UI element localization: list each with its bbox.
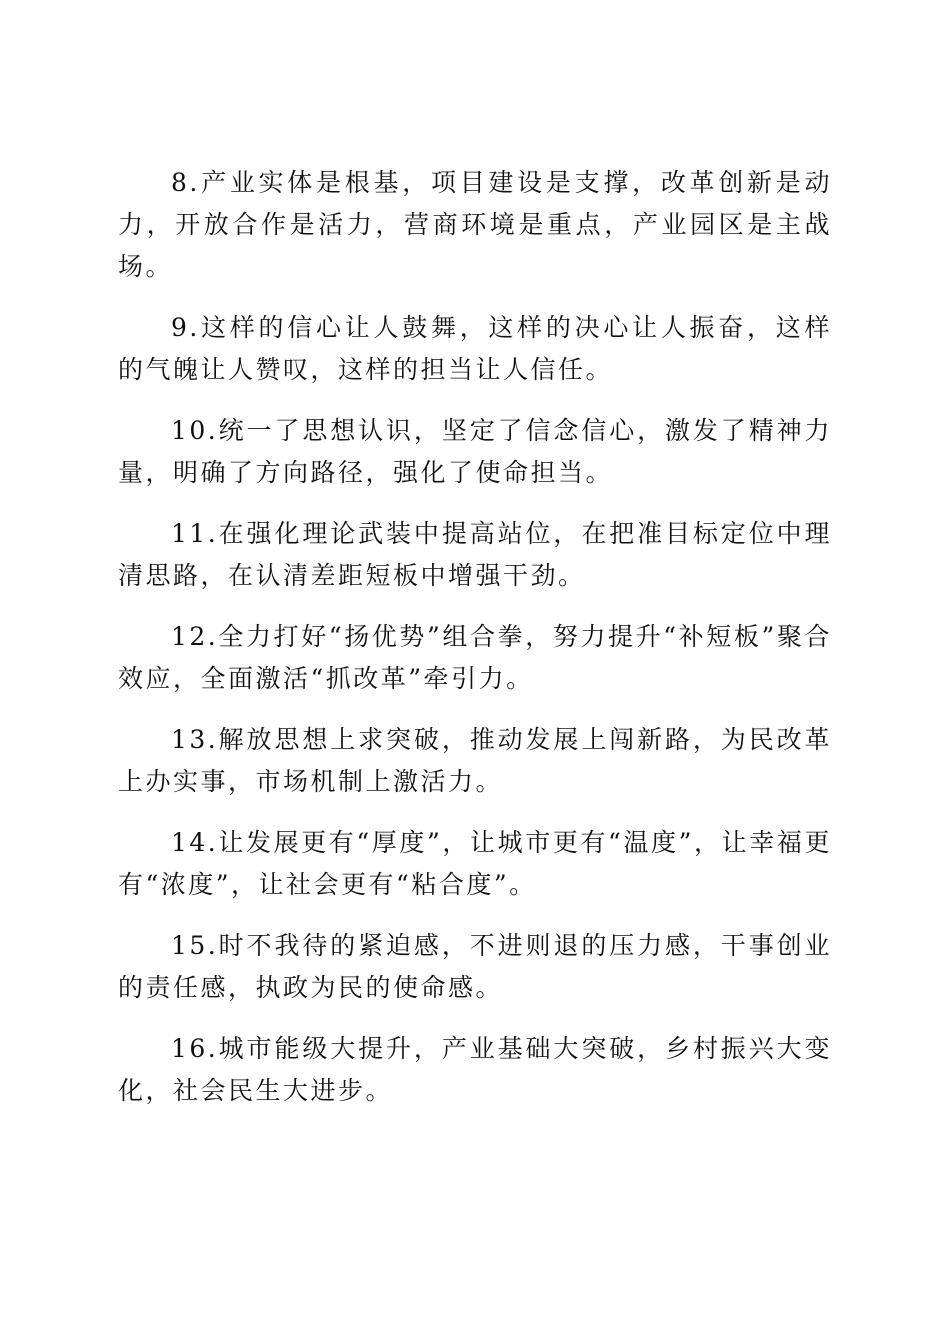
- paragraph-15: 15.时不我待的紧迫感，不进则退的压力感，干事创业的责任感，执政为民的使命感。: [118, 931, 832, 1002]
- paragraph-9: 9.这样的信心让人鼓舞，这样的决心让人振奋，这样的气魄让人赞叹，这样的担当让人信任。: [118, 313, 832, 384]
- document-body: [118, 162, 832, 1131]
- paragraph-13: 13.解放思想上求突破，推动发展上闯新路，为民改革上办实事，市场机制上激活力。: [118, 725, 832, 796]
- paragraph-11: 11.在强化理论武装中提高站位，在把准目标定位中理清思路，在认清差距短板中增强干劲。: [118, 519, 832, 590]
- paragraph-14: 14.让发展更有“厚度”，让城市更有“温度”，让幸福更有“浓度”，让社会更有“粘合度”。: [118, 828, 832, 899]
- paragraph-12: 12.全力打好“扬优势”组合拳，努力提升“补短板”聚合效应，全面激活“抓改革”牵引力。: [118, 622, 832, 693]
- paragraph-16: 16.城市能级大提升，产业基础大突破，乡村振兴大变化，社会民生大进步。: [118, 1034, 832, 1105]
- paragraph-10: 10.统一了思想认识，坚定了信念信心，激发了精神力量，明确了方向路径，强化了使命担当。: [118, 416, 832, 487]
- paragraph-8: 8.产业实体是根基，项目建设是支撑，改革创新是动力，开放合作是活力，营商环境是重点，产业园区是主战场。: [118, 168, 832, 281]
